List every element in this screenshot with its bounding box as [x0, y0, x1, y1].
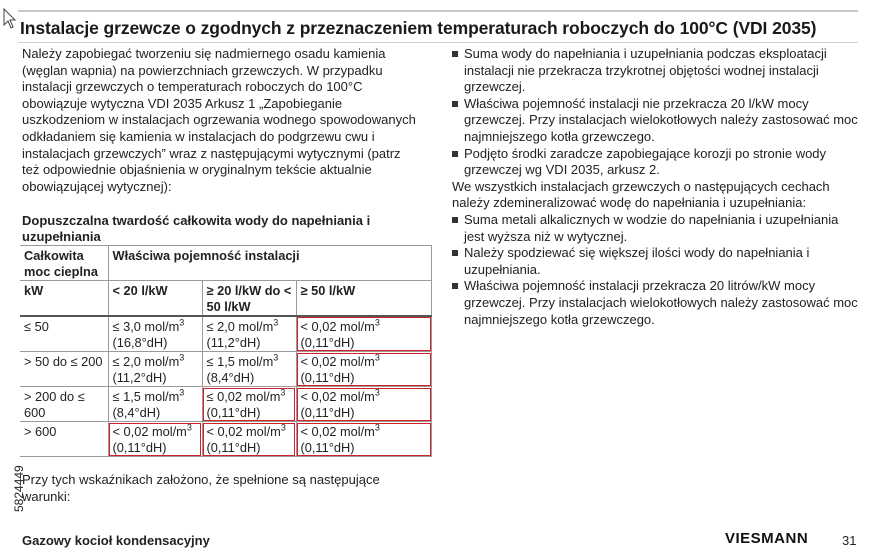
- row-label: > 200 do ≤ 600: [20, 387, 108, 422]
- list-item: Właściwa pojemność instalacji przekracza 20 litrów/kW mocy grzewczej. Przy instalacjach wielokotłowych należy zastosować moc najmniejszego kotła grzewczego.: [452, 278, 862, 328]
- list-item: Suma wody do napełniania i uzupełniania podczas eksploatacji instalacji nie przekracza trzykrotnej objętości wodnej instalacji grzewczej.: [452, 46, 862, 96]
- header-left: Całkowita moc cieplna: [20, 246, 108, 281]
- row-label: > 600: [20, 422, 108, 457]
- demineralize-intro: We wszystkich instalacjach grzewczych o następujących cechach należy zdemineralizować wodę do napełniania i uzupełniania:: [452, 178, 830, 211]
- header-unit: kW: [20, 281, 108, 317]
- table-cell-highlighted: < 0,02 mol/$m^3$ (0,11°dH): [296, 422, 432, 457]
- table-cell-highlighted: < 0,02 mol/$m^3$ (0,11°dH): [108, 422, 202, 457]
- header-group: Właściwa pojemność instalacji: [108, 246, 432, 281]
- table-row: [20, 422, 432, 457]
- list-item: Należy spodziewać się większej ilości wody do napełniania i uzupełniania.: [452, 245, 862, 278]
- header-col-2: ≥ 20 l/kW do < 50 l/kW: [202, 281, 296, 317]
- table-cell-highlighted: ≤ 0,02 mol/$m^3$ (0,11°dH): [202, 387, 296, 422]
- table-cell: ≤ 2,0 mol/$m^3$ (11,2°dH): [108, 352, 202, 387]
- conditions-list: [452, 46, 862, 179]
- document-number: 5824449: [12, 465, 26, 512]
- brand-logo: VIESMANN: [725, 530, 809, 547]
- page-number: 31: [842, 533, 857, 548]
- top-rule: [18, 10, 858, 12]
- table-cell-highlighted: < 0,02 mol/$m^3$ (0,11°dH): [296, 352, 432, 387]
- header-col-1: < 20 l/kW: [108, 281, 202, 317]
- table-cell-highlighted: < 0,02 mol/$m^3$ (0,11°dH): [202, 422, 296, 457]
- hardness-table: [20, 245, 432, 457]
- intro-paragraph: Należy zapobiegać tworzeniu się nadmiernego osadu kamienia (węglan wapnia) na powierzchniach grzewczych. W przypadku instalacji grzewczych o temperaturach roboczych do 100°C obowiązuje wytyczna VDI 2035 Arkusz 1 „Zapobieganie uszkodzeniom w instalacjach ogrzewania wodnego spowodowanych odkładaniem się kamienia w instalacjach do podgrzewu cwu i instalacjach grzewczych” wraz z następującymi wytycznymi (patrz też odpowiednie objaśnienia w oryginalnym tekście aktualnie obowiązującej wytycznej):: [22, 46, 416, 194]
- list-item: Suma metali alkalicznych w wodzie do napełniania i uzupełniania jest wyższa niż w wytycznej.: [452, 212, 862, 245]
- table-cell-highlighted: < 0,02 mol/$m^3$ (0,11°dH): [296, 387, 432, 422]
- header-col-3: ≥ 50 l/kW: [296, 281, 432, 317]
- table-title: Dopuszczalna twardość całkowita wody do napełniania i uzupełniania: [22, 213, 371, 245]
- table-subheader-row: [20, 281, 432, 317]
- title-rule: [18, 42, 858, 43]
- table-row: [20, 352, 432, 387]
- footer-title: Gazowy kocioł kondensacyjny: [22, 533, 210, 548]
- list-item: Podjęto środki zaradcze zapobiegające korozji po stronie wody grzewczej wg VDI 2035, arkusz 2.: [452, 146, 862, 179]
- right-column: [452, 46, 862, 328]
- row-label: ≤ 50: [20, 316, 108, 352]
- table-header-row: [20, 246, 432, 281]
- row-label: > 50 do ≤ 200: [20, 352, 108, 387]
- table-row: [20, 316, 432, 352]
- table-cell: ≤ 3,0 mol/$m^3$ (16,8°dH): [108, 316, 202, 352]
- page-title: Instalacje grzewcze o zgodnych z przeznaczeniem temperaturach roboczych do 100°C (VDI 2035): [20, 18, 817, 38]
- table-row: [20, 387, 432, 422]
- mouse-cursor-icon: [3, 8, 17, 30]
- table-cell: ≤ 2,0 mol/$m^3$ (11,2°dH): [202, 316, 296, 352]
- table-cell: ≤ 1,5 mol/$m^3$ (8,4°dH): [108, 387, 202, 422]
- list-item: Właściwa pojemność instalacji nie przekracza 20 l/kW mocy grzewczej. Przy instalacjach wielokotłowych należy zastosować moc najmniejszego kotła grzewczego.: [452, 96, 862, 146]
- conditions-paragraph: Przy tych wskaźnikach założono, że spełnione są następujące warunki:: [22, 472, 380, 504]
- demineralize-list: [452, 212, 862, 328]
- table-cell: ≤ 1,5 mol/$m^3$ (8,4°dH): [202, 352, 296, 387]
- table-cell-highlighted: < 0,02 mol/$m^3$ (0,11°dH): [296, 316, 432, 352]
